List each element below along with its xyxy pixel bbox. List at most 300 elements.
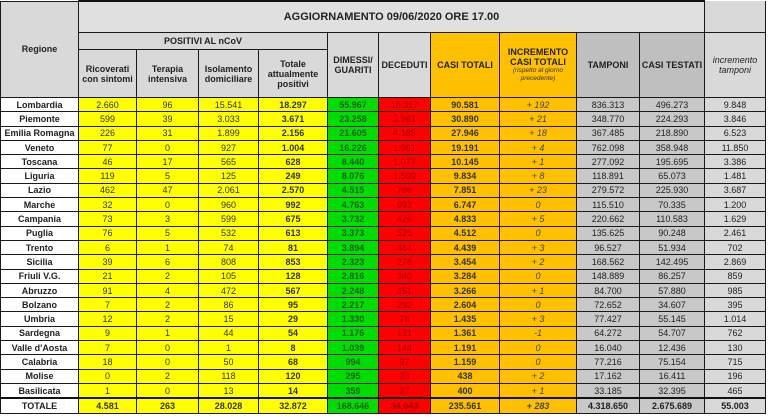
incremento-tamponi-value: 702	[705, 240, 766, 254]
table-row	[1, 98, 766, 112]
incremento-tamponi-value: 6.523	[705, 126, 766, 140]
dimessi-value: 4.515	[328, 183, 379, 197]
casi-totali-value: 3.284	[431, 269, 500, 283]
header-casi-testati: CASI TESTATI	[640, 33, 705, 98]
ricoverati-value: 0	[79, 369, 137, 383]
ricoverati-value: 91	[79, 283, 137, 297]
totale-positivi-value: 2.570	[259, 183, 328, 197]
totale-positivi-value: 14	[259, 383, 328, 398]
isolamento-value: 86	[199, 298, 259, 312]
tamponi-value: 168.562	[577, 255, 640, 269]
deceduti-value: 16.317	[379, 98, 431, 112]
dimessi-value: 3.732	[328, 212, 379, 226]
header-incremento-tamponi: incremento tamponi	[705, 33, 766, 98]
dimessi-value: 2.248	[328, 283, 379, 297]
header-deceduti: DECEDUTI	[379, 33, 431, 98]
table-row	[1, 140, 766, 154]
incremento-value: 0	[500, 341, 577, 355]
casi-testati-value: 90.248	[640, 226, 705, 240]
dimessi-value: 16.226	[328, 140, 379, 154]
table-row	[1, 255, 766, 269]
table-row	[1, 341, 766, 355]
table-row	[1, 312, 766, 326]
ricoverati-value: 18	[79, 355, 137, 369]
dimessi-value: 21.605	[328, 126, 379, 140]
isolamento-value: 44	[199, 326, 259, 340]
casi-totali-value: 19.191	[431, 140, 500, 154]
deceduti-value: 3.961	[379, 112, 431, 126]
deceduti-value: 23	[379, 369, 431, 383]
isolamento-value: 532	[199, 226, 259, 240]
casi-totali-value: 1.435	[431, 312, 500, 326]
incremento-tamponi-value: 395	[705, 298, 766, 312]
table-row	[1, 283, 766, 297]
region-name: Liguria	[1, 169, 79, 183]
isolamento-value: 15.541	[199, 98, 259, 112]
isolamento-value: 927	[199, 140, 259, 154]
terapia-value: 263	[137, 398, 199, 413]
dimessi-value: 359	[328, 383, 379, 398]
region-name: TOTALE	[1, 398, 79, 413]
isolamento-value: 3.033	[199, 112, 259, 126]
title-blank-cell	[705, 1, 766, 33]
deceduti-value: 1.077	[379, 155, 431, 169]
isolamento-value: 1	[199, 341, 259, 355]
casi-totali-value: 1.191	[431, 341, 500, 355]
terapia-value: 6	[137, 255, 199, 269]
incremento-value: + 18	[500, 126, 577, 140]
header-isolamento: Isolamento domiciliare	[199, 50, 259, 98]
incremento-value: 0	[500, 198, 577, 212]
incremento-tamponi-value: 1.629	[705, 212, 766, 226]
table-row	[1, 198, 766, 212]
region-name: Basilicata	[1, 383, 79, 398]
isolamento-value: 15	[199, 312, 259, 326]
incremento-value: + 4	[500, 140, 577, 154]
incremento-value: + 2	[500, 369, 577, 383]
tamponi-value: 4.318.650	[577, 398, 640, 413]
casi-totali-value: 4.512	[431, 226, 500, 240]
casi-totali-value: 2.604	[431, 298, 500, 312]
incremento-tamponi-value: 1.200	[705, 198, 766, 212]
table-row	[1, 112, 766, 126]
casi-testati-value: 225.930	[640, 183, 705, 197]
ricoverati-value: 12	[79, 312, 137, 326]
tamponi-value: 836.313	[577, 98, 640, 112]
terapia-value: 0	[137, 355, 199, 369]
totale-positivi-value: 128	[259, 269, 328, 283]
totale-positivi-value: 3.671	[259, 112, 328, 126]
incremento-value: 0	[500, 269, 577, 283]
ricoverati-value: 1	[79, 383, 137, 398]
deceduti-value: 4.185	[379, 126, 431, 140]
region-name: Calabria	[1, 355, 79, 369]
deceduti-value: 451	[379, 283, 431, 297]
casi-testati-value: 32.395	[640, 383, 705, 398]
header-incremento-note: (rispetto al giorno precedente)	[512, 67, 564, 82]
casi-totali-value: 30.890	[431, 112, 500, 126]
casi-testati-value: 57.880	[640, 283, 705, 297]
dimessi-value: 4.763	[328, 198, 379, 212]
deceduti-value: 34.043	[379, 398, 431, 413]
incremento-tamponi-value: 196	[705, 369, 766, 383]
deceduti-value: 340	[379, 269, 431, 283]
totale-positivi-value: 567	[259, 283, 328, 297]
isolamento-value: 74	[199, 240, 259, 254]
isolamento-value: 1.899	[199, 126, 259, 140]
deceduti-value: 131	[379, 326, 431, 340]
isolamento-value: 13	[199, 383, 259, 398]
casi-testati-value: 75.154	[640, 355, 705, 369]
isolamento-value: 599	[199, 212, 259, 226]
tamponi-value: 762.098	[577, 140, 640, 154]
incremento-value: + 23	[500, 183, 577, 197]
ricoverati-value: 73	[79, 212, 137, 226]
tamponi-value: 64.272	[577, 326, 640, 340]
table-row	[1, 298, 766, 312]
incremento-value: + 8	[500, 169, 577, 183]
tamponi-value: 72.652	[577, 298, 640, 312]
casi-testati-value: 51.934	[640, 240, 705, 254]
dimessi-value: 8.076	[328, 169, 379, 183]
incremento-tamponi-value: 130	[705, 341, 766, 355]
isolamento-value: 28.028	[199, 398, 259, 413]
ricoverati-value: 32	[79, 198, 137, 212]
terapia-value: 17	[137, 155, 199, 169]
totale-positivi-value: 249	[259, 169, 328, 183]
isolamento-value: 2.061	[199, 183, 259, 197]
casi-totali-value: 400	[431, 383, 500, 398]
casi-testati-value: 218.890	[640, 126, 705, 140]
incremento-tamponi-value: 3.687	[705, 183, 766, 197]
table-row	[1, 355, 766, 369]
region-name: Lazio	[1, 183, 79, 197]
deceduti-value: 766	[379, 183, 431, 197]
incremento-value: + 192	[500, 98, 577, 112]
casi-testati-value: 86.257	[640, 269, 705, 283]
dimessi-value: 295	[328, 369, 379, 383]
dimessi-value: 55.967	[328, 98, 379, 112]
isolamento-value: 125	[199, 169, 259, 183]
incremento-value: + 3	[500, 240, 577, 254]
casi-totali-value: 4.833	[431, 212, 500, 226]
table-row	[1, 369, 766, 383]
totale-positivi-value: 68	[259, 355, 328, 369]
deceduti-value: 278	[379, 255, 431, 269]
totale-positivi-value: 675	[259, 212, 328, 226]
deceduti-value: 1.509	[379, 169, 431, 183]
incremento-tamponi-value: 3.846	[705, 112, 766, 126]
totale-positivi-value: 613	[259, 226, 328, 240]
dimessi-value: 1.330	[328, 312, 379, 326]
terapia-value: 0	[137, 383, 199, 398]
totale-positivi-value: 992	[259, 198, 328, 212]
ricoverati-value: 4.581	[79, 398, 137, 413]
tamponi-value: 118.891	[577, 169, 640, 183]
terapia-value: 0	[137, 198, 199, 212]
region-name: Molise	[1, 369, 79, 383]
incremento-value: 0	[500, 226, 577, 240]
table-row	[1, 183, 766, 197]
terapia-value: 47	[137, 183, 199, 197]
totale-positivi-value: 81	[259, 240, 328, 254]
terapia-value: 5	[137, 169, 199, 183]
casi-totali-value: 4.439	[431, 240, 500, 254]
region-name: Valle d'Aosta	[1, 341, 79, 355]
ricoverati-value: 39	[79, 255, 137, 269]
dimessi-value: 23.258	[328, 112, 379, 126]
incremento-tamponi-value: 465	[705, 383, 766, 398]
incremento-tamponi-value: 55.003	[705, 398, 766, 413]
isolamento-value: 50	[199, 355, 259, 369]
isolamento-value: 808	[199, 255, 259, 269]
casi-testati-value: 34.607	[640, 298, 705, 312]
casi-testati-value: 496.273	[640, 98, 705, 112]
deceduti-value: 426	[379, 212, 431, 226]
incremento-value: 0	[500, 298, 577, 312]
ricoverati-value: 21	[79, 269, 137, 283]
header-terapia: Terapia intensiva	[137, 50, 199, 98]
dimessi-value: 1.039	[328, 341, 379, 355]
incremento-tamponi-value: 11.850	[705, 140, 766, 154]
casi-testati-value: 142.495	[640, 255, 705, 269]
ricoverati-value: 46	[79, 155, 137, 169]
isolamento-value: 960	[199, 198, 259, 212]
header-tamponi: TAMPONI	[577, 33, 640, 98]
tamponi-value: 277.092	[577, 155, 640, 169]
ricoverati-value: 119	[79, 169, 137, 183]
ricoverati-value: 7	[79, 298, 137, 312]
total-row	[1, 398, 766, 413]
ricoverati-value: 6	[79, 240, 137, 254]
dimessi-value: 1.176	[328, 326, 379, 340]
casi-totali-value: 7.851	[431, 183, 500, 197]
deceduti-value: 1.961	[379, 140, 431, 154]
terapia-value: 2	[137, 298, 199, 312]
incremento-tamponi-value: 2.869	[705, 255, 766, 269]
ricoverati-value: 226	[79, 126, 137, 140]
terapia-value: 1	[137, 326, 199, 340]
report-title: AGGIORNAMENTO 09/06/2020 ORE 17.00	[79, 1, 705, 33]
incremento-tamponi-value: 1.014	[705, 312, 766, 326]
incremento-tamponi-value: 715	[705, 355, 766, 369]
casi-testati-value: 12.436	[640, 341, 705, 355]
casi-totali-value: 1.361	[431, 326, 500, 340]
header-dimessi: DIMESSI/ GUARITI	[328, 33, 379, 98]
incremento-value: -1	[500, 326, 577, 340]
incremento-value: + 5	[500, 212, 577, 226]
totale-positivi-value: 95	[259, 298, 328, 312]
table-row	[1, 240, 766, 254]
terapia-value: 1	[137, 240, 199, 254]
table-row	[1, 155, 766, 169]
incremento-value: 0	[500, 355, 577, 369]
table-row	[1, 326, 766, 340]
tamponi-value: 77.216	[577, 355, 640, 369]
tamponi-value: 148.889	[577, 269, 640, 283]
casi-testati-value: 16.411	[640, 369, 705, 383]
dimessi-value: 2.323	[328, 255, 379, 269]
region-name: Lombardia	[1, 98, 79, 112]
incremento-value: + 3	[500, 312, 577, 326]
region-name: Toscana	[1, 155, 79, 169]
totale-positivi-value: 628	[259, 155, 328, 169]
deceduti-value: 27	[379, 383, 431, 398]
incremento-value: + 2	[500, 255, 577, 269]
table-body	[1, 98, 766, 414]
region-name: Sardegna	[1, 326, 79, 340]
header-ricoverati: Ricoverati con sintomi	[79, 50, 137, 98]
terapia-value: 39	[137, 112, 199, 126]
terapia-value: 2	[137, 369, 199, 383]
region-name: Campania	[1, 212, 79, 226]
casi-testati-value: 2.675.689	[640, 398, 705, 413]
deceduti-value: 97	[379, 355, 431, 369]
tamponi-value: 367.485	[577, 126, 640, 140]
casi-totali-value: 10.145	[431, 155, 500, 169]
region-name: Sicilia	[1, 255, 79, 269]
dimessi-value: 168.646	[328, 398, 379, 413]
ricoverati-value: 599	[79, 112, 137, 126]
casi-totali-value: 235.561	[431, 398, 500, 413]
dimessi-value: 994	[328, 355, 379, 369]
isolamento-value: 118	[199, 369, 259, 383]
tamponi-value: 17.162	[577, 369, 640, 383]
dimessi-value: 3.373	[328, 226, 379, 240]
deceduti-value: 144	[379, 341, 431, 355]
region-name: Emilia Romagna	[1, 126, 79, 140]
table-row	[1, 269, 766, 283]
deceduti-value: 76	[379, 312, 431, 326]
tamponi-value: 77.427	[577, 312, 640, 326]
table-row	[1, 226, 766, 240]
casi-totali-value: 27.946	[431, 126, 500, 140]
ricoverati-value: 76	[79, 226, 137, 240]
casi-testati-value: 70.335	[640, 198, 705, 212]
header-totale-positivi: Totale attualmente positivi	[259, 50, 328, 98]
totale-positivi-value: 54	[259, 326, 328, 340]
incremento-value: + 21	[500, 112, 577, 126]
region-name: Abruzzo	[1, 283, 79, 297]
header-incremento-label: INCREMENTO CASI TOTALI	[507, 47, 569, 67]
terapia-value: 2	[137, 269, 199, 283]
region-name: Bolzano	[1, 298, 79, 312]
casi-totali-value: 438	[431, 369, 500, 383]
tamponi-value: 84.700	[577, 283, 640, 297]
table-row	[1, 383, 766, 398]
dimessi-value: 8.440	[328, 155, 379, 169]
table-row	[1, 212, 766, 226]
header-regione: Regione	[1, 1, 79, 98]
incremento-value: + 1	[500, 283, 577, 297]
tamponi-value: 96.527	[577, 240, 640, 254]
ricoverati-value: 462	[79, 183, 137, 197]
deceduti-value: 292	[379, 298, 431, 312]
incremento-tamponi-value: 762	[705, 326, 766, 340]
terapia-value: 96	[137, 98, 199, 112]
region-name: Piemonte	[1, 112, 79, 126]
totale-positivi-value: 32.872	[259, 398, 328, 413]
incremento-value: + 1	[500, 155, 577, 169]
casi-testati-value: 224.293	[640, 112, 705, 126]
region-name: Veneto	[1, 140, 79, 154]
table-row	[1, 169, 766, 183]
terapia-value: 4	[137, 283, 199, 297]
casi-testati-value: 65.073	[640, 169, 705, 183]
header-positivi-group: POSITIVI AL nCoV	[79, 33, 328, 50]
terapia-value: 3	[137, 212, 199, 226]
region-name: Umbria	[1, 312, 79, 326]
totale-positivi-value: 1.004	[259, 140, 328, 154]
table-row	[1, 126, 766, 140]
tamponi-value: 115.510	[577, 198, 640, 212]
incremento-value: + 1	[500, 383, 577, 398]
casi-totali-value: 3.454	[431, 255, 500, 269]
isolamento-value: 105	[199, 269, 259, 283]
terapia-value: 0	[137, 341, 199, 355]
incremento-tamponi-value: 1.481	[705, 169, 766, 183]
deceduti-value: 464	[379, 240, 431, 254]
ricoverati-value: 77	[79, 140, 137, 154]
tamponi-value: 16.040	[577, 341, 640, 355]
casi-testati-value: 195.695	[640, 155, 705, 169]
tamponi-value: 33.185	[577, 383, 640, 398]
ricoverati-value: 2.660	[79, 98, 137, 112]
totale-positivi-value: 2.156	[259, 126, 328, 140]
incremento-value: + 283	[500, 398, 577, 413]
tamponi-value: 135.625	[577, 226, 640, 240]
terapia-value: 5	[137, 226, 199, 240]
casi-totali-value: 90.581	[431, 98, 500, 112]
incremento-tamponi-value: 2.461	[705, 226, 766, 240]
casi-testati-value: 55.145	[640, 312, 705, 326]
casi-totali-value: 1.159	[431, 355, 500, 369]
casi-testati-value: 358.948	[640, 140, 705, 154]
terapia-value: 0	[137, 140, 199, 154]
totale-positivi-value: 120	[259, 369, 328, 383]
region-name: Trento	[1, 240, 79, 254]
dimessi-value: 2.816	[328, 269, 379, 283]
incremento-tamponi-value: 3.386	[705, 155, 766, 169]
isolamento-value: 472	[199, 283, 259, 297]
region-name: Friuli V.G.	[1, 269, 79, 283]
casi-totali-value: 9.834	[431, 169, 500, 183]
tamponi-value: 220.662	[577, 212, 640, 226]
ricoverati-value: 9	[79, 326, 137, 340]
deceduti-value: 526	[379, 226, 431, 240]
casi-testati-value: 110.583	[640, 212, 705, 226]
terapia-value: 31	[137, 126, 199, 140]
isolamento-value: 565	[199, 155, 259, 169]
header-incremento	[500, 33, 577, 98]
region-name: Puglia	[1, 226, 79, 240]
totale-positivi-value: 853	[259, 255, 328, 269]
header-casi-totali: CASI TOTALI	[431, 33, 500, 98]
deceduti-value: 992	[379, 198, 431, 212]
totale-positivi-value: 18.297	[259, 98, 328, 112]
incremento-tamponi-value: 859	[705, 269, 766, 283]
tamponi-value: 279.572	[577, 183, 640, 197]
ricoverati-value: 7	[79, 341, 137, 355]
casi-totali-value: 6.747	[431, 198, 500, 212]
casi-totali-value: 3.266	[431, 283, 500, 297]
casi-testati-value: 54.707	[640, 326, 705, 340]
dimessi-value: 3.894	[328, 240, 379, 254]
terapia-value: 2	[137, 312, 199, 326]
totale-positivi-value: 8	[259, 341, 328, 355]
region-name: Marche	[1, 198, 79, 212]
dimessi-value: 2.217	[328, 298, 379, 312]
